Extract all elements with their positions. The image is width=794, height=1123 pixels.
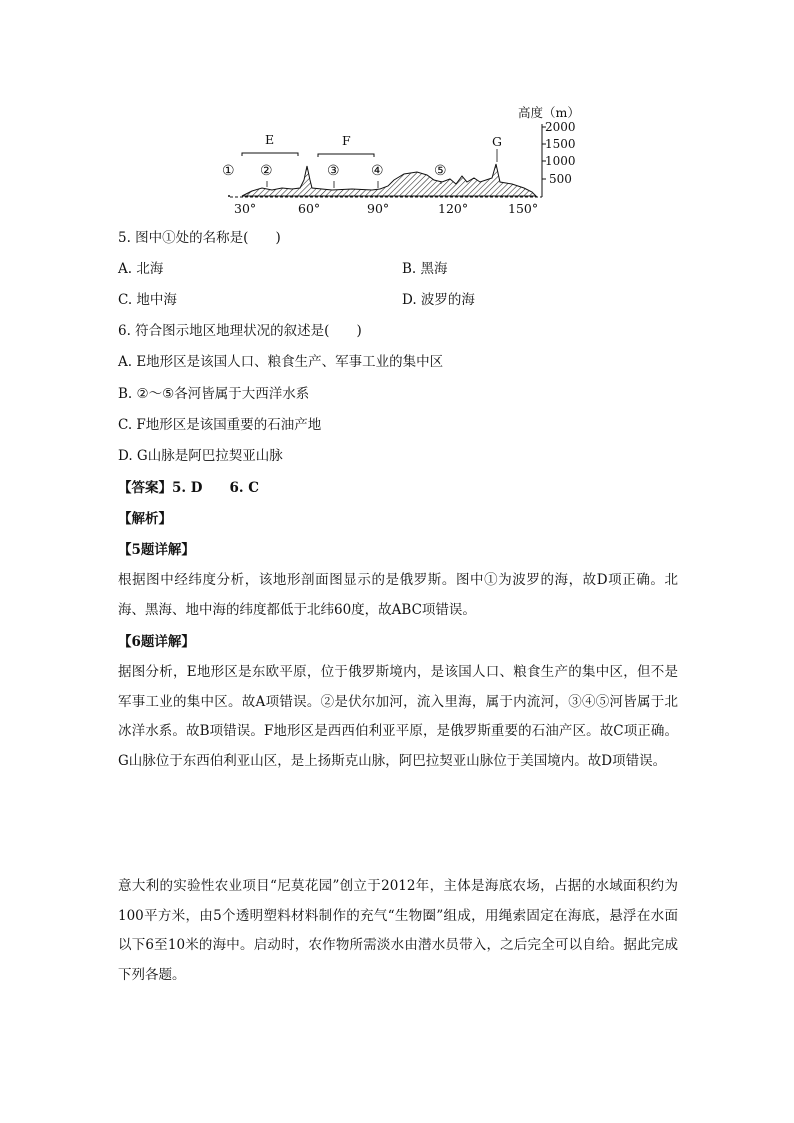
x-tick-label: 150°: [508, 201, 539, 216]
question-5-stem: 5. 图中①处的名称是( ): [118, 230, 281, 246]
y-tick-label: 2000: [545, 120, 576, 134]
y-tick-label: 1000: [545, 154, 576, 168]
answer-line: 【答案】5. D 6. C: [118, 480, 260, 496]
q5-detail-heading: 【5题详解】: [118, 542, 195, 558]
terrain-profile-figure: [212, 100, 582, 218]
next-question-intro: 意大利的实验性农业项目“尼莫花园”创立于2012年，主体是海底农场，占据的水域面积约为100平方米，由5个透明塑料材料制作的充气“生物圈”组成，用绳索固定在海底，悬浮在水面以下6至10米的海中。启动时，农作物所需淡水由潜水员带入，之后完全可以自给。据此完成下列各题。: [118, 878, 678, 983]
circled-label-4: ④: [371, 163, 384, 179]
x-tick-label: 120°: [438, 201, 469, 216]
question-6-stem: 6. 符合图示地区地理状况的叙述是( ): [118, 323, 362, 339]
circled-label-5: ⑤: [434, 163, 447, 179]
circled-label-3: ③: [327, 163, 340, 179]
x-tick-label: 30°: [234, 201, 257, 216]
q5-option-c: C. 地中海: [118, 292, 177, 308]
q5-option-d: D. 波罗的海: [402, 292, 475, 308]
q6-detail-text: 据图分析，E地形区是东欧平原，位于俄罗斯境内，是该国人口、粮食生产的集中区，但不是军事工业的集中区。故A项错误。②是伏尔加河，流入里海，属于内流河，③④⑤河皆属于北冰洋水系。故B项错误。F地形区是西西伯利亚平原，是俄罗斯重要的石油产区。故C项正确。G山脉位于东西伯利亚山区，是上扬斯克山脉，阿巴拉契亚山脉位于美国境内。故D项错误。: [118, 664, 678, 769]
y-tick-label: 500: [549, 172, 572, 186]
terrain-profile-svg: [212, 100, 582, 218]
q5-option-b: B. 黑海: [402, 261, 448, 277]
q6-option-c: C. F地形区是该国重要的石油产地: [118, 417, 322, 433]
q5-option-a: A. 北海: [118, 261, 164, 277]
x-tick-label: 60°: [298, 201, 321, 216]
q6-option-b: B. ②～⑤各河皆属于大西洋水系: [118, 386, 310, 402]
terrain-profile: [242, 164, 536, 196]
circled-label-2: ②: [260, 163, 273, 179]
analysis-heading: 【解析】: [118, 511, 172, 527]
q6-detail-heading: 【6题详解】: [118, 634, 195, 650]
region-label-g: G: [492, 134, 502, 149]
x-tick-label: 90°: [367, 201, 390, 216]
circled-label-1: ①: [222, 163, 235, 179]
q5-detail-text: 根据图中经纬度分析，该地形剖面图显示的是俄罗斯。图中①为波罗的海，故D项正确。北海、黑海、地中海的纬度都低于北纬60度，故ABC项错误。: [118, 572, 678, 618]
y-tick-label: 1500: [545, 137, 576, 151]
region-e-bracket: [242, 153, 298, 156]
region-f-bracket: [318, 154, 374, 157]
region-label-f: F: [342, 133, 351, 148]
q6-option-d: D. G山脉是阿巴拉契亚山脉: [118, 448, 283, 464]
region-label-e: E: [265, 132, 275, 147]
q6-option-a: A. E地形区是该国人口、粮食生产、军事工业的集中区: [118, 354, 444, 370]
y-axis-label: 高度（m）: [518, 105, 580, 120]
